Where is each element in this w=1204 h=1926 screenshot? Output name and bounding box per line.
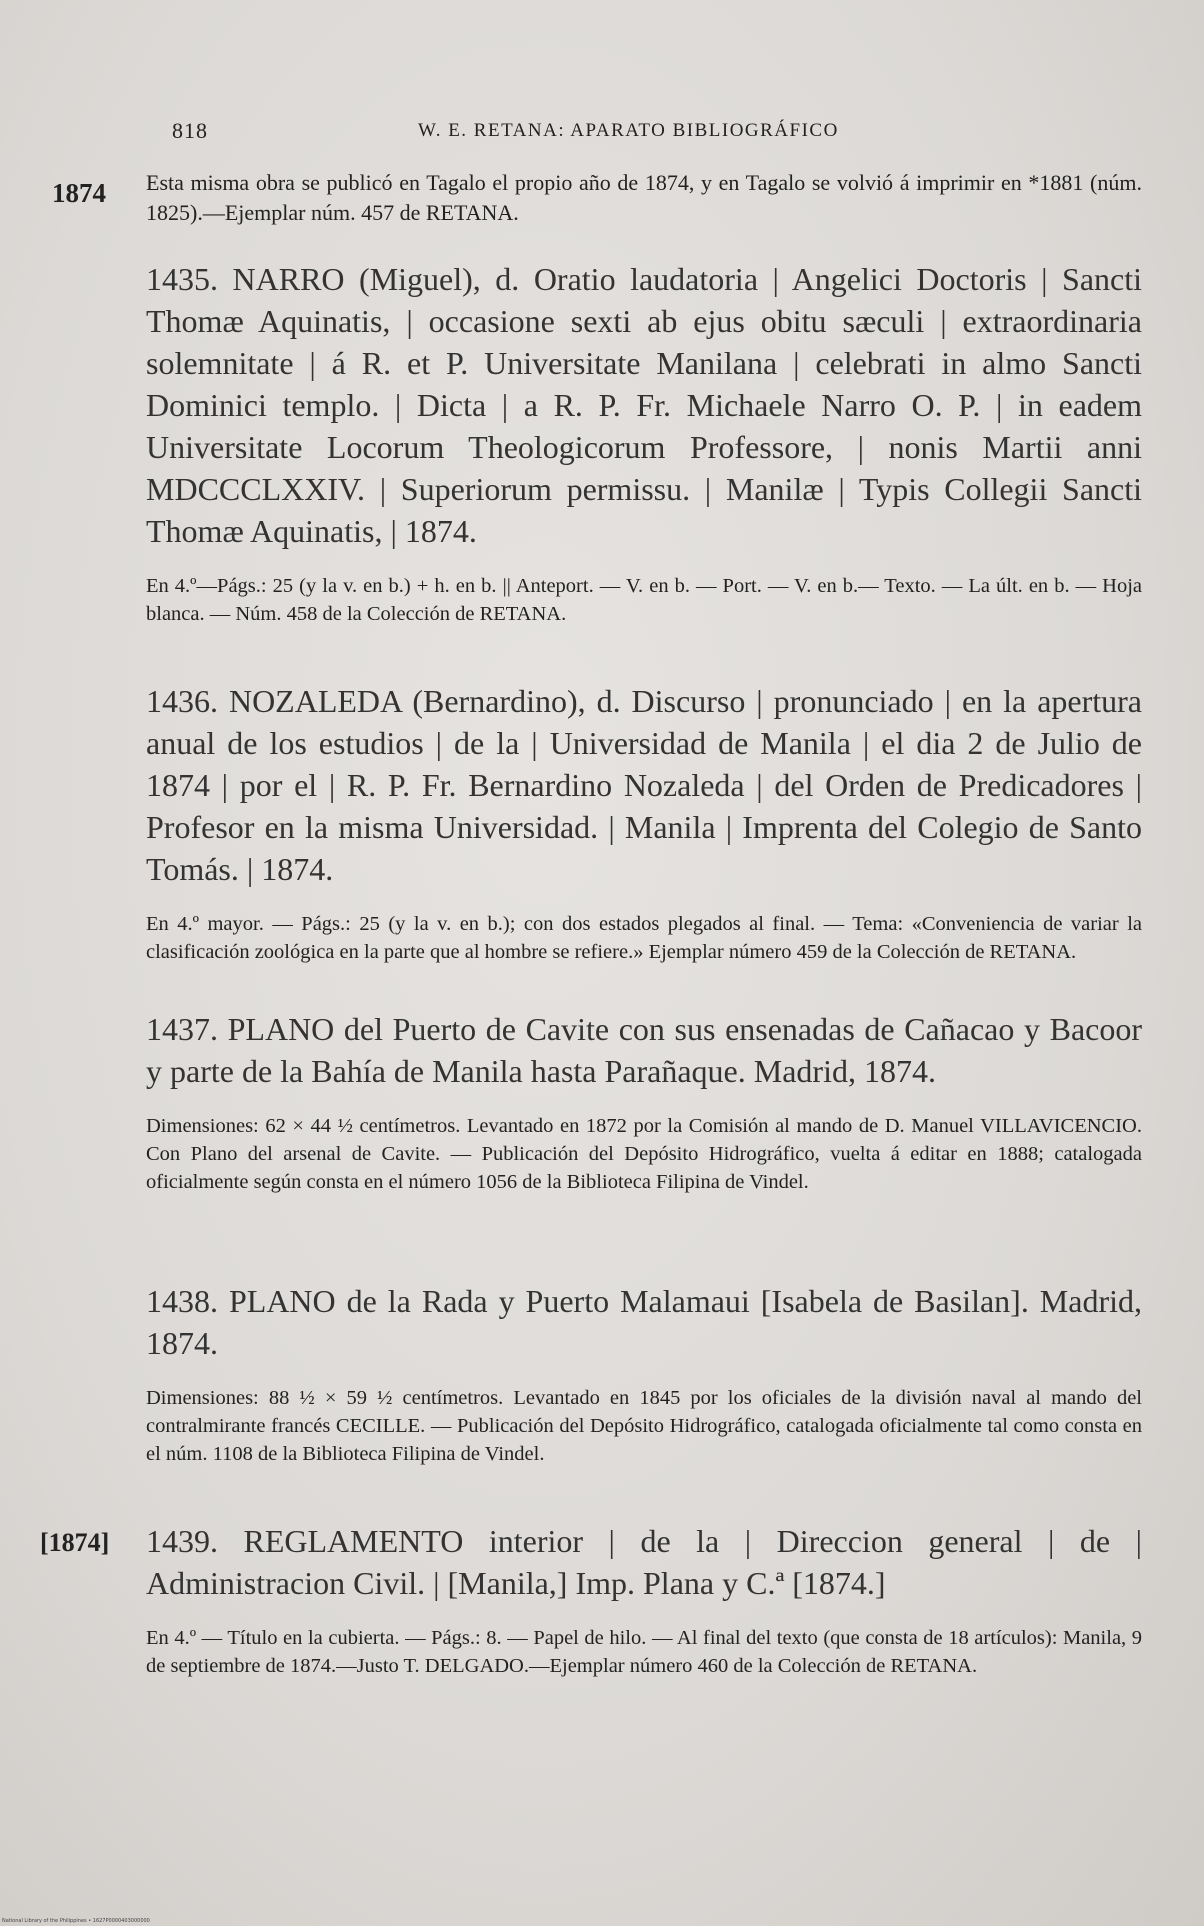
page-number: 818 (172, 118, 208, 143)
entry-title: 1435. NARRO (Miguel), d. Oratio laudatoria | Angelici Doctoris | Sancti Thomæ Aquinatis, | occasione sexti ab ejus obitu sæculi | extraordinaria solemnitate | á R. et P. Universitate Manilana | celebrati in almo Sancti Dominici templo. | Dicta | a R. P. Fr. Michaele Narro O. P. | in eadem Universitate Locorum Theologicorum Professore, | nonis Martii anni MDCCCLXXIV. | Superiorum permissu. | Manilæ | Typis Collegii Sancti Thomæ Aquinatis, | 1874. (146, 261, 1142, 549)
intro-text: Esta misma obra se publicó en Tagalo el propio año de 1874, y en Tagalo se volvió á imprimir en *1881 (núm. 1825).—Ejemplar núm. 457 de RETANA. (146, 170, 1142, 225)
entry-note: En 4.º—Págs.: 25 (y la v. en b.) + h. en b. || Anteport. — V. en b. — Port. — V. en b.— Texto. — La últ. en b. — Hoja blanca. — Núm. 458 de la Colección de RETANA. (146, 575, 1142, 625)
entry-title: 1439. REGLAMENTO interior | de la | Direccion general | de | Administracion Civil. | [Manila,] Imp. Plana y C.ª [1874.] (146, 1523, 1142, 1601)
entry-1439 (146, 1520, 1142, 1680)
entry-1435 (146, 258, 1142, 628)
entry-1438 (146, 1280, 1142, 1468)
entry-title: 1437. PLANO del Puerto de Cavite con sus ensenadas de Cañacao y Bacoor y parte de la Bahía de Manila hasta Parañaque. Madrid, 1874. (146, 1011, 1142, 1089)
running-title: W. E. RETANA: APARATO BIBLIOGRÁFICO (418, 120, 839, 141)
margin-year: 1874 (52, 178, 106, 208)
entry-note: En 4.º — Título en la cubierta. — Págs.: 8. — Papel de hilo. — Al final del texto (que consta de 18 artículos): Manila, 9 de septiembre de 1874.—Justo T. DELGADO.—Ejemplar número 460 de la Colección de RETANA. (146, 1627, 1142, 1677)
entry-note: En 4.º mayor. — Págs.: 25 (y la v. en b.); con dos estados plegados al final. — Tema: «Conveniencia de variar la clasificación zoológica en la parte que al hombre se refiere.» Ejemplar número 459 de la Colección de RETANA. (146, 913, 1142, 963)
entry-note: Dimensiones: 88 ½ × 59 ½ centímetros. Levantado en 1845 por los oficiales de la división naval al mando del contralmirante francés CECILLE. — Publicación del Depósito Hidrográfico, catalogada oficialmente tal como consta en el núm. 1108 de la Biblioteca Filipina de Vindel. (146, 1387, 1142, 1465)
entry-1436 (146, 680, 1142, 966)
margin-year: [1874] (40, 1528, 110, 1557)
entry-title: 1436. NOZALEDA (Bernardino), d. Discurso | pronunciado | en la apertura anual de los estudios | de la | Universidad de Manila | el dia 2 de Julio de 1874 | por el | R. P. Fr. Bernardino Nozaleda | del Orden de Predicadores | Profesor en la misma Universidad. | Manila | Imprenta del Colegio de Santo Tomás. | 1874. (146, 683, 1142, 887)
entry-title: 1438. PLANO de la Rada y Puerto Malamaui [Isabela de Basilan]. Madrid, 1874. (146, 1283, 1142, 1361)
entry-note: Dimensiones: 62 × 44 ½ centímetros. Levantado en 1872 por la Comisión al mando de D. Manuel VILLAVICENCIO. Con Plano del arsenal de Cavite. — Publicación del Depósito Hidrográfico, vuelta á editar en 1888; catalogada oficialmente según consta en el número 1056 de la Biblioteca Filipina de Vindel. (146, 1115, 1142, 1193)
footer-attribution: National Library of the Philippines • 1627P0000403000000 (2, 1918, 150, 1924)
intro-paragraph (146, 168, 1142, 228)
entry-1437 (146, 1008, 1142, 1196)
